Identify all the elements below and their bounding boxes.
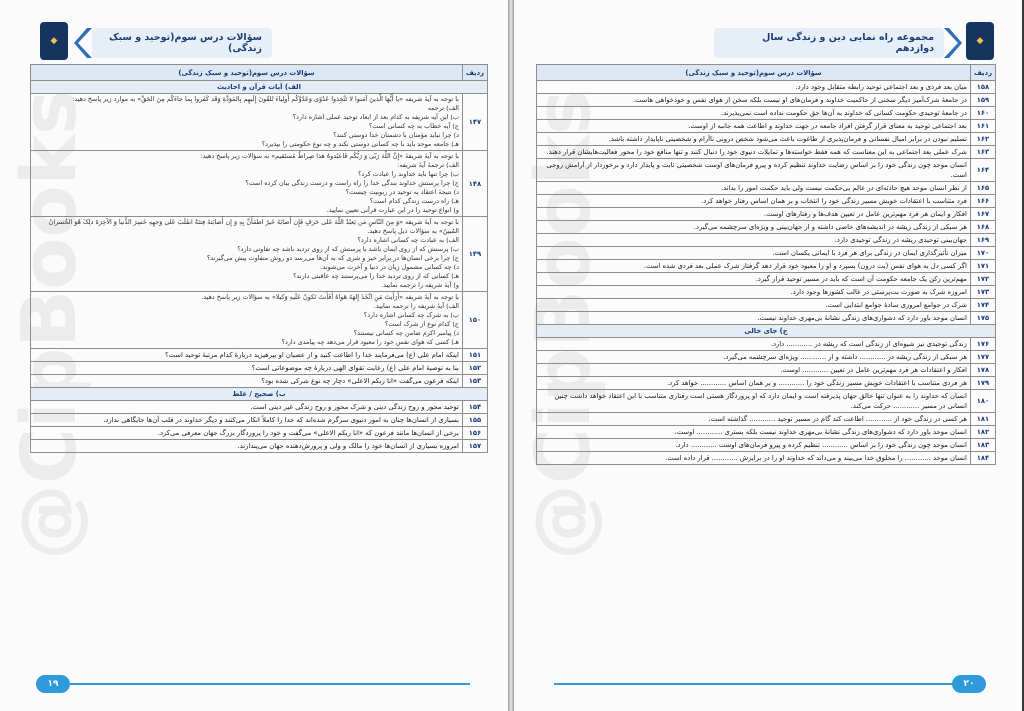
row-number: ۱۸۳ <box>970 439 995 452</box>
row-number: ۱۶۵ <box>970 182 995 195</box>
page-number: ۱۹ <box>36 675 70 693</box>
left-question-table <box>30 64 488 453</box>
row-text: امروزه شرک به صورت بت‌پرستی در غالب کشورها وجود دارد. <box>537 286 971 299</box>
row-text: اگر کسی دل به هوای نفس (بت درون) بسپرد و او را معبود خود قرار دهد گرفتار شرک عملی بعد فردی شده است. <box>537 260 971 273</box>
row-number: ۱۷۴ <box>970 299 995 312</box>
row-text: افکار و اعتقادات هر فرد مهم‌ترین عامل در تعیین ............ اوست. <box>537 364 971 377</box>
table-row <box>537 182 996 195</box>
table-row: ۱۵۴ توحید محور و روح زندگی دینی و شرک محور و روح زندگی غیر دینی است. <box>31 401 488 414</box>
table-row <box>537 351 996 364</box>
row-text: هر سبکی از زندگی ریشه در اندیشه‌های خاصی داشته و از جهان‌بینی و ویژه‌ای سرچشمه می‌گیرد. <box>537 221 971 234</box>
row-number: ۱۷۲ <box>970 273 995 286</box>
table-row <box>537 221 996 234</box>
row-text: شرک عملی بعد اجتماعی به این معناست که همه فقط خواسته‌ها و تمایلات دنیوی خود را دنبال کنند و تنها منافع خود را محور فعالیت‌هایشان قرار دهند. <box>537 146 971 159</box>
row-text: انسان موحد باور دارد که دشواری‌های زندگی نشانهٔ بی‌مهری خداوند نیست. <box>537 312 971 325</box>
row-text: هر سبکی از زندگی ریشه در ............ داشته و از ............ ویژه‌ای سرچشمه می‌گیرد. <box>537 351 971 364</box>
table-row <box>537 299 996 312</box>
table-row <box>537 159 996 182</box>
book-logo-icon: ◆ <box>966 22 994 60</box>
row-number: ۱۷۶ <box>970 338 995 351</box>
table-row <box>537 364 996 377</box>
row-number: ۱۶۶ <box>970 195 995 208</box>
row-text: انسان که خداوند را به عنوان تنها خالق جهان پذیرفته است و ایمان دارد که او پروردگار هستی است رفتاری متناسب با این اعتقاد خواهد داشت چنین انسانی در مسیر ............ حرکت می‌کند. <box>537 390 971 413</box>
table-row: ۱۵۷ امروزه بسیاری از انسان‌ها خود را مالک و ولی و پرورش‌دهنده جهان می‌پندارند. <box>31 440 488 453</box>
row-text: بعد اجتماعی توحید به معنای قرار گرفتن افراد جامعه در جهت خداوند و اطاعت همه جانبه از اوست. <box>537 120 971 133</box>
table-row <box>537 377 996 390</box>
table-row <box>537 273 996 286</box>
section-c-title: ج) جای خالی <box>537 325 996 338</box>
row-number: ۱۸۴ <box>970 452 995 465</box>
row-text: انسان موحد ............ را مخلوق خدا می‌بیند و می‌داند که خداوند او را در برابرش ............ قرار داده است. <box>537 452 971 465</box>
table-row <box>537 133 996 146</box>
table-row <box>537 107 996 120</box>
row-number: ۱۷۹ <box>970 377 995 390</box>
table-row <box>537 120 996 133</box>
question-156: برخی از انسان‌ها مانند فرعون که «انا ربکم الاعلی» می‌گفت و خود را پروردگار بزرگ جهان معرفی می‌کرد. <box>31 427 463 440</box>
page-footer-line <box>554 683 954 685</box>
row-text: هر کسی در زندگی خود از ............ اطاعت کند گام در مسیر توحید ............ گذاشته است. <box>537 413 971 426</box>
col-title-header: سؤالات درس سوم(توحید و سبک زندگی) <box>537 65 971 81</box>
table-row <box>537 81 996 94</box>
question-148: با توجه به آیهٔ شریفهٔ «إِنَّ اللَّهَ رَبّی وَ رَبُّکُم فَاعبُدوهُ هذا صِراطٌ مُستَقیم» به سؤالات زیر پاسخ دهید: الف) ترجمهٔ آیهٔ شریفه: ب) چرا تنها باید خداوند را عبادت کرد؟ ج) چرا پرستش خداوند بندگی خدا را راه راست و درست زندگی بیان کرده است؟ د) نتیجهٔ اعتقاد به توحید در ربوبیت چیست؟ هـ) راه درست زندگی کدام است؟ و) انواع توحید را در این عبارت قرآنی تعیین نمایید. <box>31 151 463 217</box>
row-number: ۱۶۴ <box>970 159 995 182</box>
table-row <box>537 94 996 107</box>
row-text: انسان موحد چون زندگی خود را بر اساس رضایت خداوند تنظیم کرده و پیرو فرمان‌های اوست شخصیتی ثابت و پایدار دارد و برخوردار از آرامش روحی است. <box>537 159 971 182</box>
right-page <box>514 0 1022 711</box>
table-row <box>537 195 996 208</box>
row-text: در جامعهٔ شرک‌آمیز دیگر سخنی از حاکمیت خداوند و فرمان‌های او نیست بلکه سخن از هوای نفس و خودخواهی هاست. <box>537 94 971 107</box>
table-row: ۱۵۶ برخی از انسان‌ها مانند فرعون که «انا ربکم الاعلی» می‌گفت و خود را پروردگار بزرگ جهان معرفی می‌کرد. <box>31 427 488 440</box>
row-number: ۱۶۷ <box>970 208 995 221</box>
row-number: ۱۸۰ <box>970 390 995 413</box>
table-row <box>537 413 996 426</box>
row-number: ۱۶۹ <box>970 234 995 247</box>
col-num-header: ردیف <box>970 65 995 81</box>
chevron-right-icon <box>944 28 962 58</box>
page-footer-line <box>70 683 470 685</box>
table-row: ۱۴۹ با توجه به آیهٔ شریفه «وَ مِنَ النّاسِ مَن یَعبُدُ اللّهَ عَلی حَرفٍ فَإِن أَصابَهُ خَیرٌ اطمَأَنَّ بِهِ وَ إِن أَصابَتهُ فِتنَةٌ انقَلَبَ عَلی وَجهِهِ خَسِرَ الدُّنیا وَ الآخِرَةَ ذلِکَ هُوَ الخُسرانُ المُبینُ» به سؤالات ذیل پاسخ دهید. الف) به عبادت چه کسانی اشاره دارد؟ ب) پرستش که از روی ایمان باشد با پرستش که از روی تردید باشد چه تفاوتی دارد؟ ج) چرا برخی انسان‌ها در برابر خیر و شری که به آن‌ها می‌رسد دو روش متفاوت پیش می‌گیرند؟ د) چه کسانی مشمول زیان در دنیا و آخرت می‌شوند. هـ) کسانی که از روی تردید خدا را می‌پرستند چه عاقبتی دارند؟ و) آیهٔ شریفه را ترجمه نمایید. <box>31 217 488 292</box>
table-row <box>537 426 996 439</box>
row-text: تسلیم نبودن در برابر امیال نفسانی و فرمان‌پذیری از طاغوت باعث می‌شود شخص درونی ناآرام و شخصیتی ناپایدار داشته باشد. <box>537 133 971 146</box>
question-151: اینکه امام علی (ع) می‌فرمایند خدا را اطاعت کنید و از عصیان او بپرهیزید دربارهٔ کدام مرتبهٔ توحید است؟ <box>31 349 463 362</box>
row-text: در جامعهٔ توحیدی حکومت کسانی که خداوند به آن‌ها حق حکومت نداده است نمی‌پذیرند. <box>537 107 971 120</box>
row-text: مهم‌ترین رکن یک جامعه حکومت آن است که باید در مسیر توحید قرار گیرد. <box>537 273 971 286</box>
question-155: بسیاری از انسان‌ها چنان به امور دنیوی سرگرم شده‌اند که خدا را کاملاً انکار می‌کنند و دیگر خداوند در قلب آن‌ها جایگاهی ندارد. <box>31 414 463 427</box>
row-text: میزان تأثیرگذاری ایمان در زندگی برای هر فرد با ایمانی یکسان است. <box>537 247 971 260</box>
left-page <box>0 0 508 711</box>
section-b-title: ب) صحیح / غلط <box>31 388 488 401</box>
table-row <box>537 452 996 465</box>
question-152: بنا به توصیهٔ امام علی (ع) رعایت تقوای الهی دربارهٔ چه موضوعاتی است؟ <box>31 362 463 375</box>
section-a-title: الف) آیات قرآن و احادیث <box>31 81 488 94</box>
row-text: از نظر انسان موحد هیچ حادثه‌ای در عالم بی‌حکمت نیست ولی باید حکمت امور را بداند. <box>537 182 971 195</box>
question-150: با توجه به آیهٔ شریفه «أَرَأَیتَ مَنِ اتَّخَذَ إِلهَهُ هَواهُ أَفَأَنتَ تَکونُ عَلَیهِ وَکیلا» به سؤالات زیر پاسخ دهید. الف) آیهٔ شریفه را ترجمه نمایید. ب) به شرک چه کسانی اشاره دارد؟ ج) کدام نوع از شرک است؟ د) پیامبر اکرم ضامن چه کسانی نیستند؟ هـ) کسی که هوای نفس خود را معبود قرار می‌دهد چه پیامدی دارد؟ <box>31 292 463 349</box>
row-number: ۱۵۹ <box>970 94 995 107</box>
table-row <box>537 247 996 260</box>
table-row: ۱۴۸ با توجه به آیهٔ شریفهٔ «إِنَّ اللَّهَ رَبّی وَ رَبُّکُم فَاعبُدوهُ هذا صِراطٌ مُستَقیم» به سؤالات زیر پاسخ دهید: الف) ترجمهٔ آیهٔ شریفه: ب) چرا تنها باید خداوند را عبادت کرد؟ ج) چرا پرستش خداوند بندگی خدا را راه راست و درست زندگی بیان کرده است؟ د) نتیجهٔ اعتقاد به توحید در ربوبیت چیست؟ هـ) راه درست زندگی کدام است؟ و) انواع توحید را در این عبارت قرآنی تعیین نمایید. <box>31 151 488 217</box>
row-number: ۱۶۱ <box>970 120 995 133</box>
page-number: ۲۰ <box>952 675 986 693</box>
row-text: شرک در جوامع امروزی سادهٔ جوامع ابتدایی است. <box>537 299 971 312</box>
book-logo-icon: ◆ <box>40 22 68 60</box>
row-text: فرد متناسب با اعتقادات خویش مسیر زندگی خود را انتخاب و بر همان اساس رفتار خواهد کرد. <box>537 195 971 208</box>
row-text: افکار و ایمان هر فرد مهم‌ترین عامل در تعیین هدف‌ها و رفتارهای اوست. <box>537 208 971 221</box>
table-row <box>537 208 996 221</box>
right-page-header: مجموعه راه نمایی دین و زندگی سال دوازدهم <box>714 28 944 58</box>
row-text: انسان موحد چون زندگی خود را بر اساس ............ تنظیم کرده و پیرو فرمان‌های اوست ............ دارد. <box>537 439 971 452</box>
row-number: ۱۷۷ <box>970 351 995 364</box>
question-157: امروزه بسیاری از انسان‌ها خود را مالک و ولی و پرورش‌دهنده جهان می‌پندارند. <box>31 440 463 453</box>
row-number: ۱۷۵ <box>970 312 995 325</box>
table-row <box>537 286 996 299</box>
row-text: هر فردی متناسب با اعتقادات خویش مسیر زندگی خود را ............ و بر همان اساس ............ خواهد کرد. <box>537 377 971 390</box>
row-number: ۱۷۱ <box>970 260 995 273</box>
row-text: انسان موحد باور دارد که دشواری‌های زندگی نشانهٔ بی‌مهری خداوند نیست بلکه بستری ............ اوست. <box>537 426 971 439</box>
table-row <box>537 390 996 413</box>
table-row: ۱۵۱ اینکه امام علی (ع) می‌فرمایند خدا را اطاعت کنید و از عصیان او بپرهیزید دربارهٔ کدام مرتبهٔ توحید است؟ <box>31 349 488 362</box>
table-row: ۱۵۳ اینکه فرعون می‌گفت «انا ربکم الاعلی» دچار چه نوع شرکی شده بود؟ <box>31 375 488 388</box>
watermark: @CipBooks <box>4 89 93 560</box>
table-row: ۱۵۰ با توجه به آیهٔ شریفه «أَرَأَیتَ مَنِ اتَّخَذَ إِلهَهُ هَواهُ أَفَأَنتَ تَکونُ عَلَیهِ وَکیلا» به سؤالات زیر پاسخ دهید. الف) آیهٔ شریفه را ترجمه نمایید. ب) به شرک چه کسانی اشاره دارد؟ ج) کدام نوع از شرک است؟ د) پیامبر اکرم ضامن چه کسانی نیستند؟ هـ) کسی که هوای نفس خود را معبود قرار می‌دهد چه پیامدی دارد؟ <box>31 292 488 349</box>
row-number: ۱۵۸ <box>970 81 995 94</box>
question-154: توحید محور و روح زندگی دینی و شرک محور و روح زندگی غیر دینی است. <box>31 401 463 414</box>
col-num-header: ردیف <box>462 65 487 81</box>
row-number: ۱۸۱ <box>970 413 995 426</box>
col-title-header: سؤالات درس سوم(توحید و سبک زندگی) <box>31 65 463 81</box>
row-text: زندگی توحیدی نیز شیوه‌ای از زندگی است که ریشه در ............ دارد. <box>537 338 971 351</box>
row-number: ۱۶۰ <box>970 107 995 120</box>
row-number: ۱۶۸ <box>970 221 995 234</box>
table-row <box>537 146 996 159</box>
row-number: ۱۶۳ <box>970 146 995 159</box>
row-text: جهان‌بینی توحیدی ریشه در زندگی توحیدی دارد. <box>537 234 971 247</box>
chevron-left-icon <box>74 28 92 58</box>
table-row: ۱۵۲ بنا به توصیهٔ امام علی (ع) رعایت تقوای الهی دربارهٔ چه موضوعاتی است؟ <box>31 362 488 375</box>
table-row: ۱۵۵ بسیاری از انسان‌ها چنان به امور دنیوی سرگرم شده‌اند که خدا را کاملاً انکار می‌کنند و دیگر خداوند در قلب آن‌ها جایگاهی ندارد. <box>31 414 488 427</box>
row-number: ۱۷۳ <box>970 286 995 299</box>
table-row <box>537 439 996 452</box>
question-149: با توجه به آیهٔ شریفه «وَ مِنَ النّاسِ مَن یَعبُدُ اللّهَ عَلی حَرفٍ فَإِن أَصابَهُ خَیرٌ اطمَأَنَّ بِهِ وَ إِن أَصابَتهُ فِتنَةٌ انقَلَبَ عَلی وَجهِهِ خَسِرَ الدُّنیا وَ الآخِرَةَ ذلِکَ هُوَ الخُسرانُ المُبینُ» به سؤالات ذیل پاسخ دهید. الف) به عبادت چه کسانی اشاره دارد؟ ب) پرستش که از روی ایمان باشد با پرستش که از روی تردید باشد چه تفاوتی دارد؟ ج) چرا برخی انسان‌ها در برابر خیر و شری که به آن‌ها می‌رسد دو روش متفاوت پیش می‌گیرند؟ د) چه کسانی مشمول زیان در دنیا و آخرت می‌شوند. هـ) کسانی که از روی تردید خدا را می‌پرستند چه عاقبتی دارند؟ و) آیهٔ شریفه را ترجمه نمایید. <box>31 217 463 292</box>
table-row <box>537 312 996 325</box>
question-147: با توجه به آیهٔ شریفه «یا أَیُّهَا الَّذینَ آمَنوا لا تَتَّخِذوا عَدُوّی وَعَدُوَّکُم أَولِیاءَ تُلقُونَ إِلَیهِم بِالمَوَدَّةِ وَقَد کَفَروا بِما جاءَکُم مِنَ الحَقِّ» به موارد زیر پاسخ دهید: الف) ترجمه ب) این آیه شریفه به کدام بعد از ابعاد توحید عملی اشاره دارد؟ ج) آیه خطاب به چه کسانی است؟ د) چرا نباید مؤمنان با دشمنان خدا دوستی کنند؟ هـ) جامعه موحد باید با چه کسانی دوستی نکند و چه نوع حکومتی را بپذیرد؟ <box>31 94 463 151</box>
table-row <box>537 338 996 351</box>
table-row <box>537 234 996 247</box>
row-text: میان بعد فردی و بعد اجتماعی توحید رابطه متقابل وجود دارد. <box>537 81 971 94</box>
right-question-table <box>536 64 996 465</box>
row-number: ۱۸۲ <box>970 426 995 439</box>
row-number: ۱۶۲ <box>970 133 995 146</box>
row-number: ۱۷۸ <box>970 364 995 377</box>
table-row <box>537 260 996 273</box>
question-153: اینکه فرعون می‌گفت «انا ربکم الاعلی» دچار چه نوع شرکی شده بود؟ <box>31 375 463 388</box>
table-row: ۱۴۷ با توجه به آیهٔ شریفه «یا أَیُّهَا الَّذینَ آمَنوا لا تَتَّخِذوا عَدُوّی وَعَدُوَّکُم أَولِیاءَ تُلقُونَ إِلَیهِم بِالمَوَدَّةِ وَقَد کَفَروا بِما جاءَکُم مِنَ الحَقِّ» به موارد زیر پاسخ دهید: الف) ترجمه ب) این آیه شریفه به کدام بعد از ابعاد توحید عملی اشاره دارد؟ ج) آیه خطاب به چه کسانی است؟ د) چرا نباید مؤمنان با دشمنان خدا دوستی کنند؟ هـ) جامعه موحد باید با چه کسانی دوستی نکند و چه نوع حکومتی را بپذیرد؟ <box>31 94 488 151</box>
row-number: ۱۷۰ <box>970 247 995 260</box>
left-page-header: سؤالات درس سوم(توحید و سبک زندگی) <box>92 28 272 58</box>
